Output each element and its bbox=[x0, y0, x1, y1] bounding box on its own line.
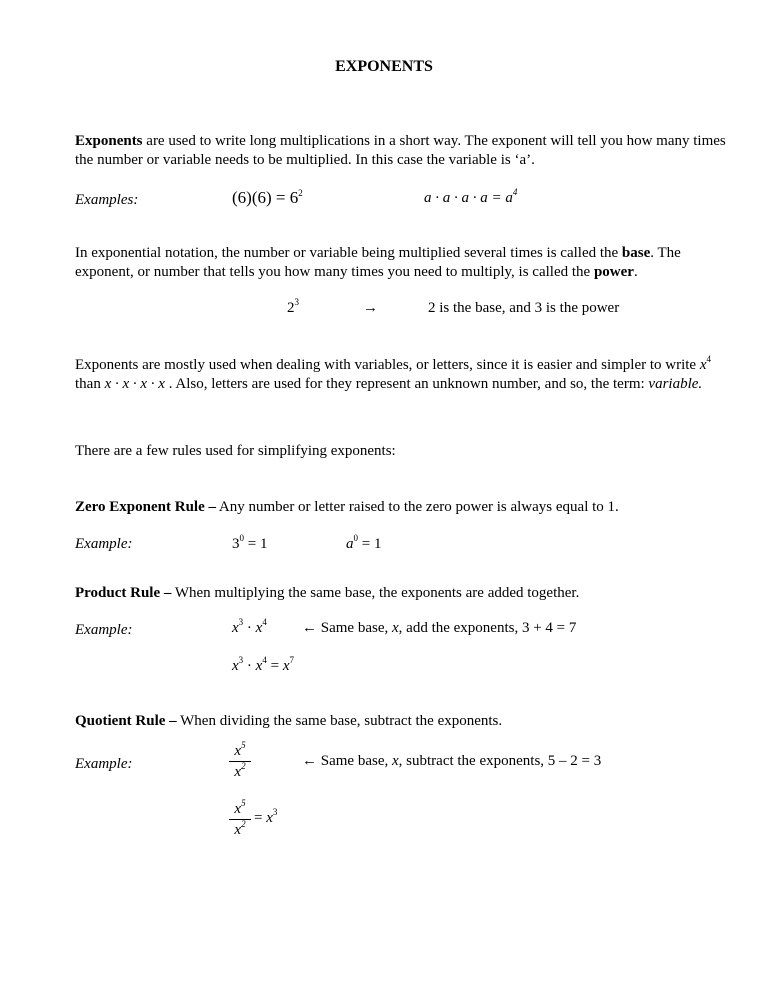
ex2-base: a · a · a · a = a bbox=[424, 190, 513, 206]
product-expression bbox=[232, 617, 267, 637]
bp-exp: 3 bbox=[294, 297, 299, 307]
product-note-rest: , add the exponents, 3 + 4 = 7 bbox=[398, 620, 577, 636]
product-r-x3: x bbox=[282, 658, 290, 674]
usage-exp: 4 bbox=[706, 354, 712, 364]
product-rule-name: Product Rule – bbox=[75, 585, 172, 601]
quotient-rule-desc: When dividing the same base, subtract the exponents. bbox=[176, 713, 503, 729]
base-power-example bbox=[287, 297, 299, 317]
usage-line2b: . Also, letters are used for they represent an unknown number, and so, the term: bbox=[164, 376, 649, 392]
qr-e3: 3 bbox=[272, 807, 278, 817]
quotient-result-numerator bbox=[229, 800, 251, 818]
zero-ex2-exp: 0 bbox=[353, 533, 358, 543]
zero-example-1 bbox=[232, 533, 268, 553]
zero-rule-name: Zero Exponent Rule – bbox=[75, 499, 216, 515]
usage-x: x bbox=[699, 357, 707, 373]
example-six-squared bbox=[232, 188, 303, 208]
qr-num-e5: 5 bbox=[241, 798, 246, 808]
intro-text: are used to write long multiplications in a short way. The exponent will tell you how many times the number or variable needs to be multiplied. In this case the variable is ‘a’. bbox=[75, 133, 726, 168]
quotient-numerator bbox=[229, 742, 251, 760]
product-note bbox=[302, 620, 576, 637]
usage-variable: variable. bbox=[648, 376, 703, 392]
quotient-denominator bbox=[229, 763, 251, 781]
product-r-e7: 7 bbox=[289, 655, 294, 665]
product-r-dot: · bbox=[243, 658, 256, 674]
product-r-x1: x bbox=[232, 658, 239, 674]
examples-label: Examples: bbox=[75, 192, 139, 208]
product-e3: 3 bbox=[238, 617, 244, 627]
quotient-rule-name: Quotient Rule – bbox=[75, 713, 177, 729]
ex1-exp: 2 bbox=[298, 188, 303, 198]
quotient-note-x: x bbox=[391, 753, 399, 769]
usage-xxxx: x · x · x · x bbox=[104, 376, 165, 392]
usage-line1: Exponents are mostly used when dealing with variables, or letters, since it is easier and simpler to write bbox=[75, 357, 700, 373]
product-e4: 4 bbox=[262, 617, 267, 627]
base-power-text: 2 is the base, and 3 is the power bbox=[428, 300, 620, 316]
q-den-e2: 2 bbox=[241, 761, 246, 771]
result-fraction-bar bbox=[229, 819, 251, 820]
notation-text3: . bbox=[633, 264, 638, 280]
zero-example-2 bbox=[346, 533, 382, 553]
intro-term: Exponents bbox=[75, 133, 143, 149]
q-den-x: x bbox=[234, 764, 242, 780]
quotient-result-denominator bbox=[229, 821, 251, 839]
zero-ex1-base: 3 bbox=[232, 536, 240, 552]
ex2-exp: 4 bbox=[512, 187, 518, 197]
qr-eq: = bbox=[254, 810, 267, 826]
zero-ex1-rhs: = 1 bbox=[244, 536, 268, 552]
quotient-example-label: Example: bbox=[75, 756, 133, 772]
page-title: EXPONENTS bbox=[335, 58, 433, 75]
product-note-lead: ← Same base, bbox=[302, 620, 392, 636]
quotient-result-fraction bbox=[229, 800, 251, 839]
product-r-e3: 3 bbox=[238, 655, 244, 665]
product-rule-heading bbox=[75, 584, 735, 603]
power-word: power bbox=[593, 264, 634, 280]
product-dot: · bbox=[243, 620, 256, 636]
product-r-x2: x bbox=[255, 658, 263, 674]
base-word: base bbox=[621, 245, 651, 261]
fraction-bar bbox=[229, 761, 251, 762]
q-num-e5: 5 bbox=[241, 740, 246, 750]
notation-text2: . The exponent, or number that tells you how many times you need to multiply, is called the bbox=[75, 245, 681, 280]
product-r-e4: 4 bbox=[262, 655, 267, 665]
quotient-note bbox=[302, 753, 601, 770]
product-r-eq: = bbox=[266, 658, 283, 674]
intro-paragraph bbox=[75, 132, 735, 170]
ex1-base: (6)(6) = 6 bbox=[232, 188, 299, 207]
quotient-rule-heading bbox=[75, 712, 735, 731]
example-a-fourth bbox=[424, 187, 518, 207]
q-num-x: x bbox=[234, 743, 242, 759]
few-rules-text: There are a few rules used for simplifying exponents: bbox=[75, 443, 396, 459]
quotient-fraction bbox=[229, 742, 251, 781]
product-note-x: x bbox=[391, 620, 399, 636]
bp-base: 2 bbox=[287, 300, 295, 316]
product-rule-desc: When multiplying the same base, the exponents are added together. bbox=[171, 585, 580, 601]
zero-ex2-rhs: = 1 bbox=[358, 536, 382, 552]
notation-paragraph bbox=[75, 244, 735, 282]
quotient-note-rest: , subtract the exponents, 5 – 2 = 3 bbox=[398, 753, 602, 769]
notation-text1: In exponential notation, the number or variable being multiplied several times is called the bbox=[75, 245, 622, 261]
right-arrow: → bbox=[363, 300, 378, 316]
zero-rule-heading bbox=[75, 498, 735, 517]
zero-ex2-base: a bbox=[346, 536, 354, 552]
quotient-note-lead: ← Same base, bbox=[302, 753, 392, 769]
product-result bbox=[232, 655, 294, 675]
qr-x: x bbox=[266, 810, 273, 826]
zero-example-label: Example: bbox=[75, 536, 133, 552]
product-x2: x bbox=[255, 620, 263, 636]
usage-line2a: than bbox=[75, 376, 105, 392]
zero-ex1-exp: 0 bbox=[239, 533, 244, 543]
usage-paragraph bbox=[75, 356, 768, 394]
qr-num-x: x bbox=[234, 801, 242, 817]
product-x1: x bbox=[232, 620, 239, 636]
qr-den-x: x bbox=[234, 822, 242, 838]
product-example-label: Example: bbox=[75, 622, 133, 638]
zero-rule-desc: Any number or letter raised to the zero power is always equal to 1. bbox=[215, 499, 619, 515]
quotient-result-rhs bbox=[254, 807, 278, 827]
qr-den-e2: 2 bbox=[241, 819, 246, 829]
